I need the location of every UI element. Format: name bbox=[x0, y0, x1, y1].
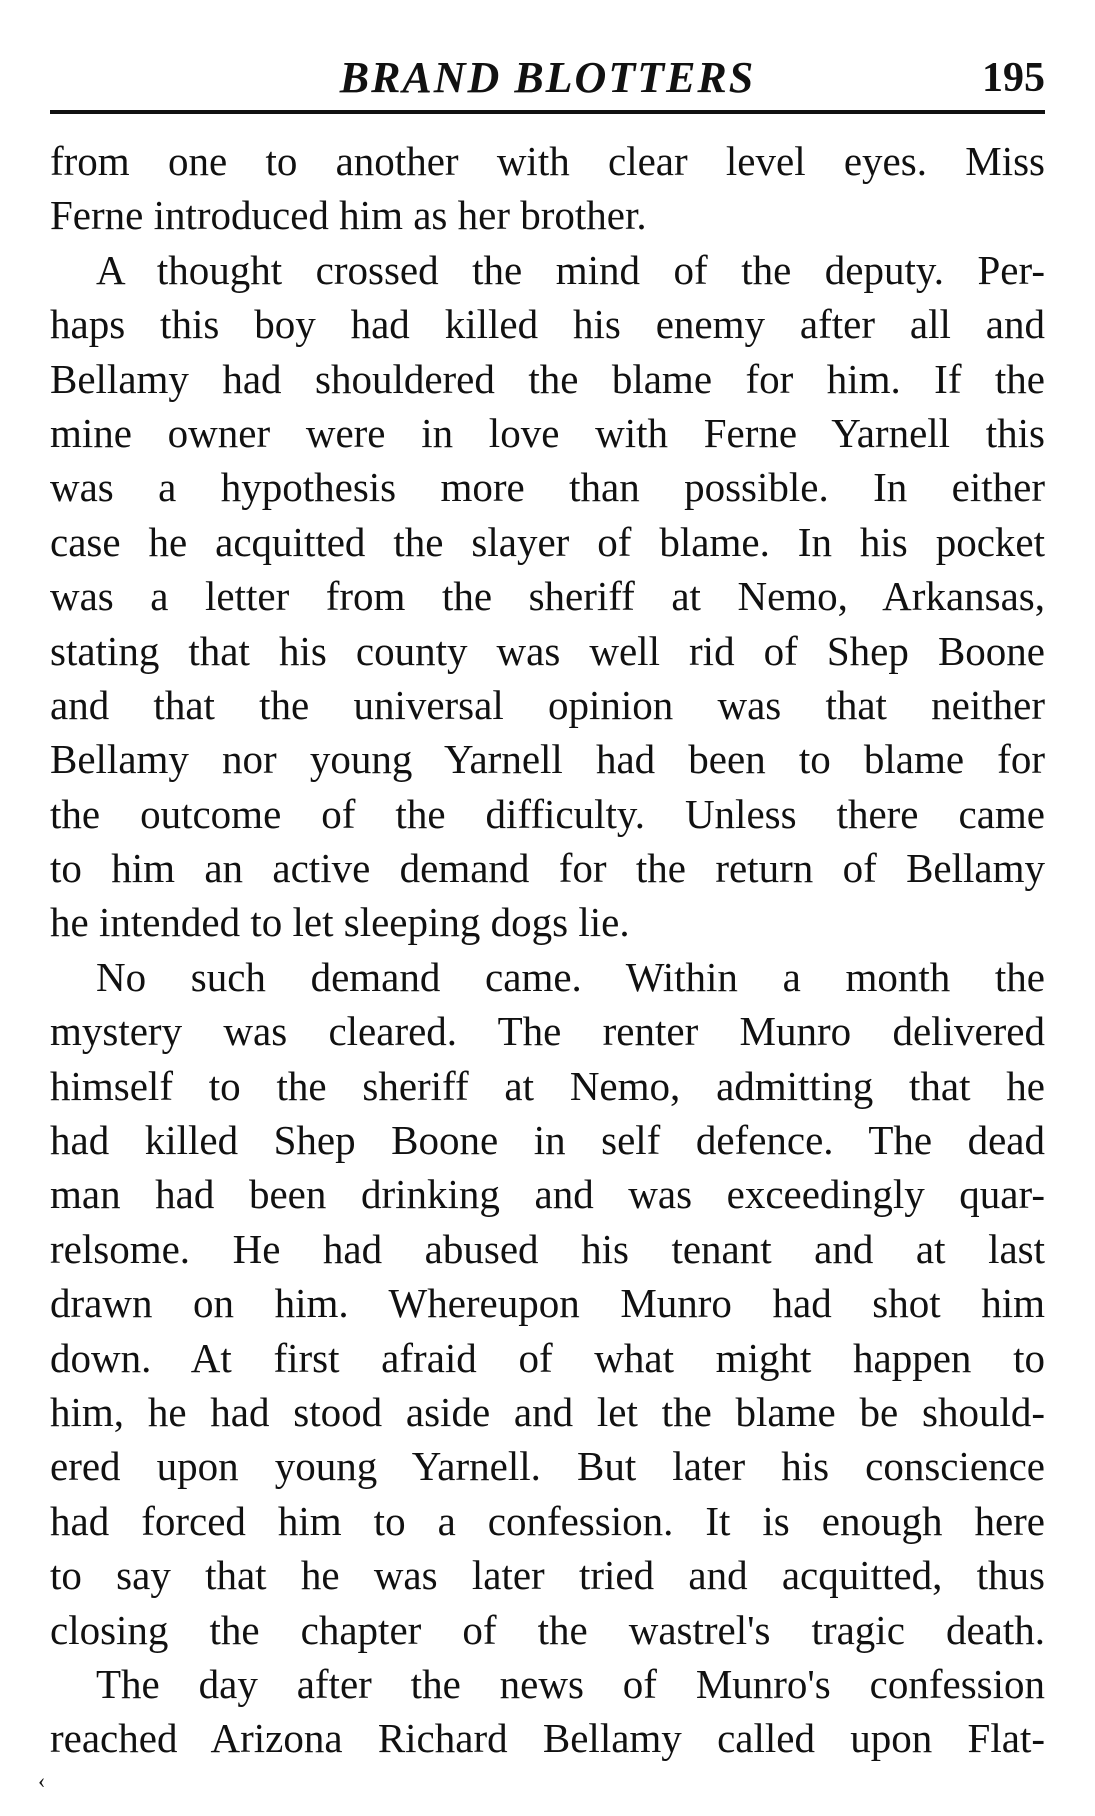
text-line: haps this boy had killed his enemy after all and bbox=[50, 301, 1045, 348]
text-line: The day after the news of Munro's confession bbox=[96, 1660, 1045, 1707]
page-number: 195 bbox=[982, 55, 1045, 101]
text-line: A thought crossed the mind of the deputy. Per- bbox=[96, 246, 1045, 293]
text-line: was a letter from the sheriff at Nemo, Arkansas, bbox=[50, 573, 1045, 620]
text-line: to say that he was later tried and acquitted, thus bbox=[50, 1552, 1045, 1599]
text-line: down. At first afraid of what might happen to bbox=[50, 1334, 1045, 1381]
text-line: Ferne introduced him as her brother. bbox=[50, 192, 647, 239]
text-line: ered upon young Yarnell. But later his conscience bbox=[50, 1443, 1045, 1490]
header-rule bbox=[50, 110, 1045, 114]
text-line: himself to the sheriff at Nemo, admitting that he bbox=[50, 1062, 1045, 1109]
page-header bbox=[50, 48, 1045, 108]
text-line: the outcome of the difficulty. Unless there came bbox=[50, 790, 1045, 837]
body-text bbox=[50, 134, 1045, 1766]
text-line: relsome. He had abused his tenant and at last bbox=[50, 1225, 1045, 1272]
text-line: Bellamy had shouldered the blame for him. If the bbox=[50, 355, 1045, 402]
text-line: he intended to let sleeping dogs lie. bbox=[50, 899, 630, 946]
text-line: had forced him to a confession. It is enough here bbox=[50, 1497, 1045, 1544]
text-line: from one to another with clear level eyes. Miss bbox=[50, 138, 1045, 184]
text-line: mine owner were in love with Ferne Yarnell this bbox=[50, 409, 1045, 456]
text-line: had killed Shep Boone in self defence. The dead bbox=[50, 1117, 1045, 1164]
text-line: man had been drinking and was exceedingly quar- bbox=[50, 1171, 1045, 1218]
text-line: to him an active demand for the return of Bellamy bbox=[50, 845, 1045, 892]
text-line: case he acquitted the slayer of blame. In his pocket bbox=[50, 518, 1045, 565]
running-title: BRAND BLOTTERS bbox=[339, 53, 756, 102]
text-line: closing the chapter of the wastrel's tragic death. bbox=[50, 1606, 1045, 1653]
text-line: stating that his county was well rid of Shep Boone bbox=[50, 627, 1045, 674]
text-line: Bellamy nor young Yarnell had been to blame for bbox=[50, 736, 1045, 783]
text-line: and that the universal opinion was that neither bbox=[50, 681, 1045, 728]
text-line: reached Arizona Richard Bellamy called upon Flat- bbox=[50, 1715, 1045, 1762]
print-speck: ‹ bbox=[38, 1768, 46, 1793]
text-line: mystery was cleared. The renter Munro delivered bbox=[50, 1008, 1045, 1055]
text-line: him, he had stood aside and let the blame be should- bbox=[50, 1388, 1045, 1435]
text-line: No such demand came. Within a month the bbox=[96, 953, 1045, 1000]
text-line: drawn on him. Whereupon Munro had shot him bbox=[50, 1280, 1045, 1327]
text-line: was a hypothesis more than possible. In either bbox=[50, 464, 1045, 511]
